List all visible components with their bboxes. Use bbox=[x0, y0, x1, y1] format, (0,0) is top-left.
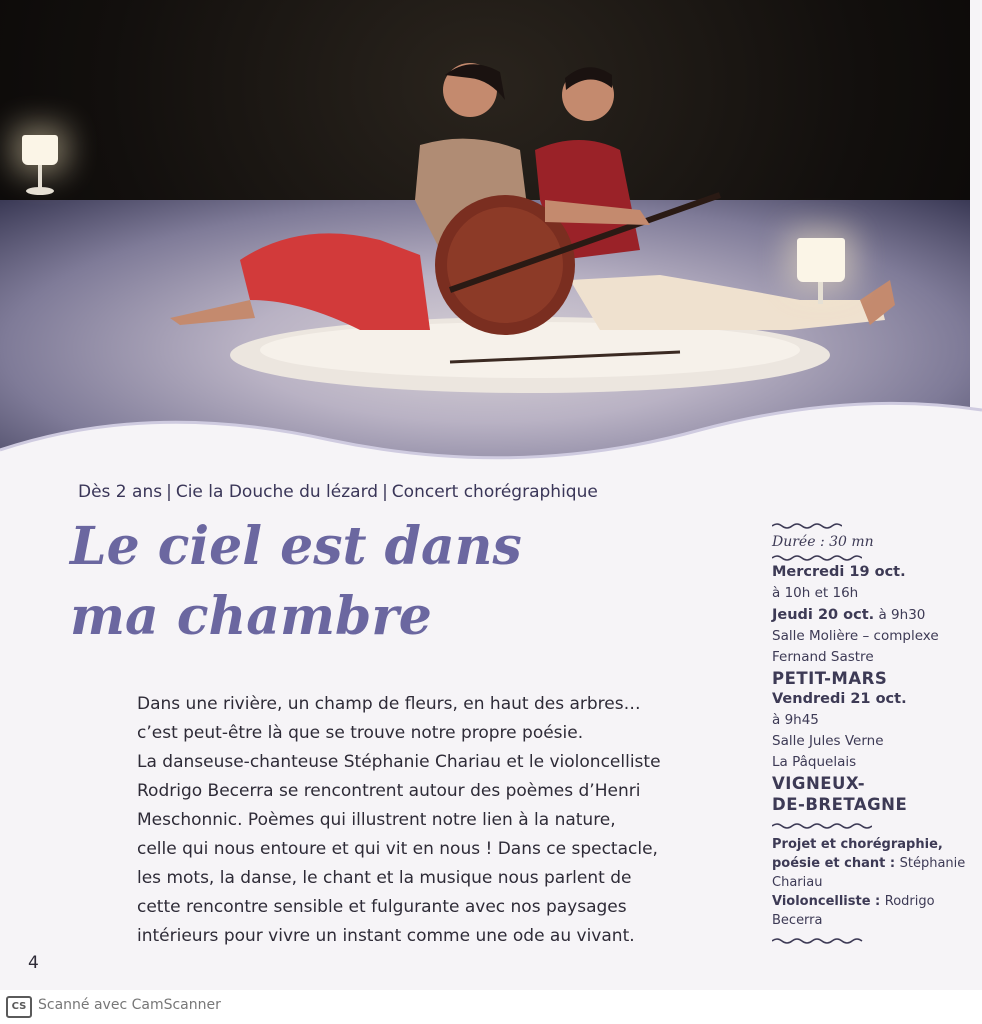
wave-divider bbox=[772, 821, 872, 831]
description bbox=[137, 690, 732, 951]
show-title bbox=[70, 512, 710, 652]
credit-1 bbox=[772, 835, 972, 892]
description-line: cette rencontre sensible et fulgurante avec nos paysages bbox=[137, 897, 627, 917]
lamp-left-base bbox=[26, 187, 54, 195]
description-line: celle qui nous entoure et qui vit en nous ! Dans ce spectacle, bbox=[137, 839, 658, 859]
description-line: Meschonnic. Poèmes qui illustrent notre lien à la nature, bbox=[137, 810, 616, 830]
credit-2 bbox=[772, 892, 972, 930]
duration: Durée : 30 mn bbox=[772, 534, 874, 550]
separator: | bbox=[382, 482, 388, 502]
separator: | bbox=[166, 482, 172, 502]
title-line-1: Le ciel est dans bbox=[70, 516, 522, 577]
genre-label: Concert chorégraphique bbox=[391, 482, 598, 502]
date-1: Mercredi 19 oct. bbox=[772, 564, 906, 580]
description-line: Dans une rivière, un champ de fleurs, en haut des arbres… bbox=[137, 694, 641, 714]
page-number: 4 bbox=[28, 953, 39, 973]
wave-divider-top bbox=[772, 522, 842, 530]
city-1: PETIT-MARS bbox=[772, 669, 888, 688]
description-line: Rodrigo Becerra se rencontrent autour des poèmes d’Henri bbox=[137, 781, 641, 801]
lamp-left-shade bbox=[22, 135, 58, 165]
credit-1-label: Projet et chorégraphie, poésie et chant : bbox=[772, 837, 943, 871]
credit-2-value: Rodrigo Becerra bbox=[772, 894, 935, 928]
lamp-right-shade bbox=[797, 238, 845, 282]
city-2-line-2: DE-BRETAGNE bbox=[772, 795, 908, 814]
title-line-2: ma chambre bbox=[70, 586, 432, 647]
schedule-sidebar bbox=[772, 522, 972, 946]
description-line: intérieurs pour vivre un instant comme une ode au vivant. bbox=[137, 926, 635, 946]
time-1: à 10h et 16h bbox=[772, 585, 859, 601]
camscanner-logo-icon: CS bbox=[6, 996, 32, 1018]
wave-divider-bottom bbox=[772, 936, 867, 946]
lamp-right-stem bbox=[818, 282, 823, 304]
venue-2-line-1: Salle Jules Verne bbox=[772, 733, 884, 749]
venue-1-line-1: Salle Molière – complexe bbox=[772, 628, 939, 644]
scanner-watermark-text: Scanné avec CamScanner bbox=[38, 997, 221, 1013]
description-line: La danseuse-chanteuse Stéphanie Chariau et le violoncelliste bbox=[137, 752, 661, 772]
date-2: Jeudi 20 oct. bbox=[772, 607, 875, 623]
page-wave-edge bbox=[0, 380, 982, 490]
description-line: les mots, la danse, le chant et la musique nous parlent de bbox=[137, 868, 632, 888]
city-2-line-1: VIGNEUX- bbox=[772, 774, 866, 793]
lamp-left-stem bbox=[38, 165, 42, 189]
wave-divider bbox=[772, 554, 862, 562]
scanner-footer bbox=[0, 990, 982, 1024]
description-line: c’est peut-être là que se trouve notre propre poésie. bbox=[137, 723, 584, 743]
time-2: à 9h30 bbox=[874, 607, 926, 623]
venue-2-line-2: La Pâquelais bbox=[772, 754, 857, 770]
credit-2-label: Violoncelliste : bbox=[772, 894, 885, 909]
time-3: à 9h45 bbox=[772, 712, 819, 728]
date-3: Vendredi 21 oct. bbox=[772, 691, 907, 707]
show-info-line bbox=[78, 482, 598, 502]
venue-1-line-2: Fernand Sastre bbox=[772, 649, 874, 665]
company-label: Cie la Douche du lézard bbox=[175, 482, 379, 502]
age-label: Dès 2 ans bbox=[78, 482, 163, 502]
credit-1-value: Stéphanie Chariau bbox=[772, 856, 966, 890]
